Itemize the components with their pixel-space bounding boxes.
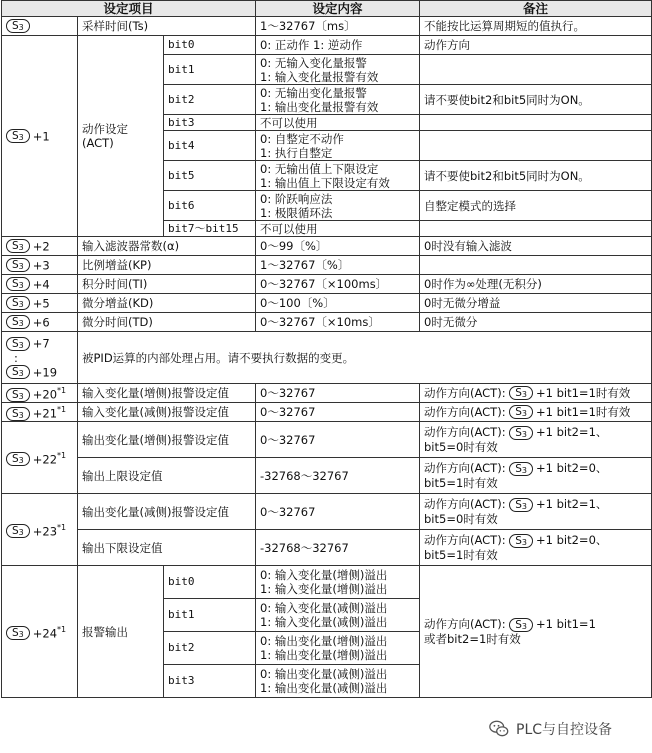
bit-content: 0: 输出变化量(增侧)溢出 1: 输出变化量(增侧)溢出 (256, 632, 420, 665)
table-row (2, 36, 652, 55)
table-row (2, 458, 652, 494)
s3-badge: S3 (6, 337, 30, 351)
item-content: 0～32767〔×10ms〕 (256, 313, 420, 332)
bit-label: bit0 (164, 566, 256, 599)
bit-content: 不可以使用 (256, 115, 420, 131)
item-content: 0～32767 (256, 384, 420, 403)
s3-badge: S3 (6, 277, 30, 291)
device-cell: S3 +4 (2, 275, 78, 294)
s3-badge: S3 (509, 405, 533, 419)
item-content: 0～32767 (256, 403, 420, 422)
table-row (2, 422, 652, 458)
device-cell: S3 +22$^{*1}$ (2, 422, 78, 494)
item-name: 比例增益(KP) (78, 256, 256, 275)
bit-content: 不可以使用 (256, 221, 420, 237)
item-content: 1～32767〔%〕 (256, 256, 420, 275)
device-cell: S3 +7 : S3 +19 (2, 332, 78, 384)
s3-badge: S3 (6, 19, 30, 33)
table-row (2, 530, 652, 566)
s3-badge: S3 (509, 462, 533, 476)
bit-label: bit5 (164, 161, 256, 191)
table-row (2, 332, 652, 384)
item-remark: 0时无微分增益 (420, 294, 652, 313)
reserved-note: 被PID运算的内部处理占用。请不要执行数据的变更。 (78, 332, 652, 384)
device-cell: S3 +5 (2, 294, 78, 313)
s3-badge: S3 (6, 296, 30, 310)
bit-label: bit6 (164, 191, 256, 221)
table-header-row (2, 1, 652, 17)
header-content: 设定内容 (256, 1, 420, 17)
bit-content: 0: 无输出变化量报警 1: 输出变化量报警有效 (256, 85, 420, 115)
item-remark: 动作方向(ACT): S3 +1 bit2=0、 bit5=1时有效 (420, 530, 652, 566)
pid-parameter-table (1, 0, 652, 698)
device-cell: S3 +6 (2, 313, 78, 332)
bit-label: bit0 (164, 36, 256, 55)
wechat-icon (488, 718, 510, 740)
s3-badge: S3 (6, 626, 30, 640)
item-content: -32768～32767 (256, 530, 420, 566)
bit-label: bit2 (164, 85, 256, 115)
table-row (2, 384, 652, 403)
s3-badge: S3 (509, 618, 533, 632)
s3-badge: S3 (6, 315, 30, 329)
header-item: 设定项目 (2, 1, 256, 17)
watermark-text: PLC与自控设备 (516, 722, 613, 738)
watermark (488, 718, 612, 740)
item-name: 输入变化量(增侧)报警设定值 (78, 384, 256, 403)
bit-label: bit2 (164, 632, 256, 665)
s3-badge: S3 (509, 534, 533, 548)
s3-badge: S3 (6, 407, 30, 421)
item-name: 积分时间(TI) (78, 275, 256, 294)
bit-remark: 动作方向 (420, 36, 652, 55)
bit-content: 0: 输出变化量(减侧)溢出 1: 输出变化量(减侧)溢出 (256, 665, 420, 698)
bit-content: 0: 正动作 1: 逆动作 (256, 36, 420, 55)
bit-content: 0: 无输出值上下限设定 1: 输出值上下限设定有效 (256, 161, 420, 191)
s3-badge: S3 (509, 498, 533, 512)
bit-remark: 请不要使bit2和bit5同时为ON。 (420, 161, 652, 191)
bit-content: 0: 自整定不动作 1: 执行自整定 (256, 131, 420, 161)
item-remark: 0时作为∞处理(无积分) (420, 275, 652, 294)
header-remark: 备注 (420, 1, 652, 17)
table-row (2, 294, 652, 313)
bit-content: 0: 输入变化量(减侧)溢出 1: 输入变化量(减侧)溢出 (256, 599, 420, 632)
item-content: 1～32767〔ms〕 (256, 17, 420, 36)
s3-badge: S3 (509, 426, 533, 440)
item-remark: 动作方向(ACT): S3 +1 bit2=0、 bit5=1时有效 (420, 458, 652, 494)
item-content: -32768～32767 (256, 458, 420, 494)
item-content: 0～100〔%〕 (256, 294, 420, 313)
device-cell: S3 +21$^{*1}$ (2, 403, 78, 422)
s3-badge: S3 (6, 129, 30, 143)
bit-remark (420, 131, 652, 161)
item-remark (420, 256, 652, 275)
table-row (2, 566, 652, 599)
item-name: 输入滤波器常数(α) (78, 237, 256, 256)
s3-badge: S3 (6, 388, 30, 402)
bit-content: 0: 阶跃响应法 1: 极限循环法 (256, 191, 420, 221)
bit-content: 0: 输入变化量(增侧)溢出 1: 输入变化量(增侧)溢出 (256, 566, 420, 599)
device-cell: S3 +2 (2, 237, 78, 256)
table-row (2, 256, 652, 275)
item-remark: 动作方向(ACT): S3 +1 bit2=1、 bit5=0时有效 (420, 494, 652, 530)
device-cell: S3 +20$^{*1}$ (2, 384, 78, 403)
device-cell (2, 17, 78, 36)
s3-badge: S3 (6, 258, 30, 272)
bit-remark: 请不要使bit2和bit5同时为ON。 (420, 85, 652, 115)
item-name: 采样时间(Ts) (78, 17, 256, 36)
s3-badge: S3 (6, 452, 30, 466)
item-name: 动作设定 (ACT) (78, 36, 164, 237)
table-row (2, 494, 652, 530)
item-remark: 0时没有输入滤波 (420, 237, 652, 256)
item-content: 0～32767 (256, 494, 420, 530)
table-row (2, 17, 652, 36)
item-name: 输出变化量(增侧)报警设定值 (78, 422, 256, 458)
bit-label: bit3 (164, 115, 256, 131)
s3-badge: S3 (509, 386, 533, 400)
item-name: 输出变化量(减侧)报警设定值 (78, 494, 256, 530)
device-cell: S3 +1 (2, 36, 78, 237)
s3-badge: S3 (6, 365, 30, 379)
bit-label: bit3 (164, 665, 256, 698)
device-cell: S3 +3 (2, 256, 78, 275)
bit-content: 0: 无输入变化量报警 1: 输入变化量报警有效 (256, 55, 420, 85)
item-remark: 0时无微分 (420, 313, 652, 332)
item-remark: 动作方向(ACT): S3 +1 bit1=1时有效 (420, 403, 652, 422)
item-content: 0～32767〔×100ms〕 (256, 275, 420, 294)
item-name: 输入变化量(减侧)报警设定值 (78, 403, 256, 422)
s3-badge: S3 (6, 239, 30, 253)
item-content: 0～99〔%〕 (256, 237, 420, 256)
item-name: 微分增益(KD) (78, 294, 256, 313)
item-name: 输出下限设定值 (78, 530, 256, 566)
item-remark: 动作方向(ACT): S3 +1 bit1=1时有效 (420, 384, 652, 403)
bit-remark (420, 115, 652, 131)
bit-remark (420, 221, 652, 237)
bit-label: bit4 (164, 131, 256, 161)
item-remark: 不能按比运算周期短的值执行。 (420, 17, 652, 36)
bit-label: bit1 (164, 55, 256, 85)
item-name: 微分时间(TD) (78, 313, 256, 332)
bit-label: bit1 (164, 599, 256, 632)
item-name: 输出上限设定值 (78, 458, 256, 494)
device-cell: S3 +24$^{*1}$ (2, 566, 78, 698)
item-remark: 动作方向(ACT): S3 +1 bit2=1、 bit5=0时有效 (420, 422, 652, 458)
table-row (2, 275, 652, 294)
bit-label: bit7～bit15 (164, 221, 256, 237)
s3-badge: S3 (6, 524, 30, 538)
table-row (2, 237, 652, 256)
item-remark: 动作方向(ACT): S3 +1 bit1=1 或者bit2=1时有效 (420, 566, 652, 698)
bit-remark: 自整定模式的选择 (420, 191, 652, 221)
table-row (2, 403, 652, 422)
bit-remark (420, 55, 652, 85)
item-content: 0～32767 (256, 422, 420, 458)
item-name: 报警输出 (78, 566, 164, 698)
device-cell: S3 +23$^{*1}$ (2, 494, 78, 566)
table-row (2, 313, 652, 332)
